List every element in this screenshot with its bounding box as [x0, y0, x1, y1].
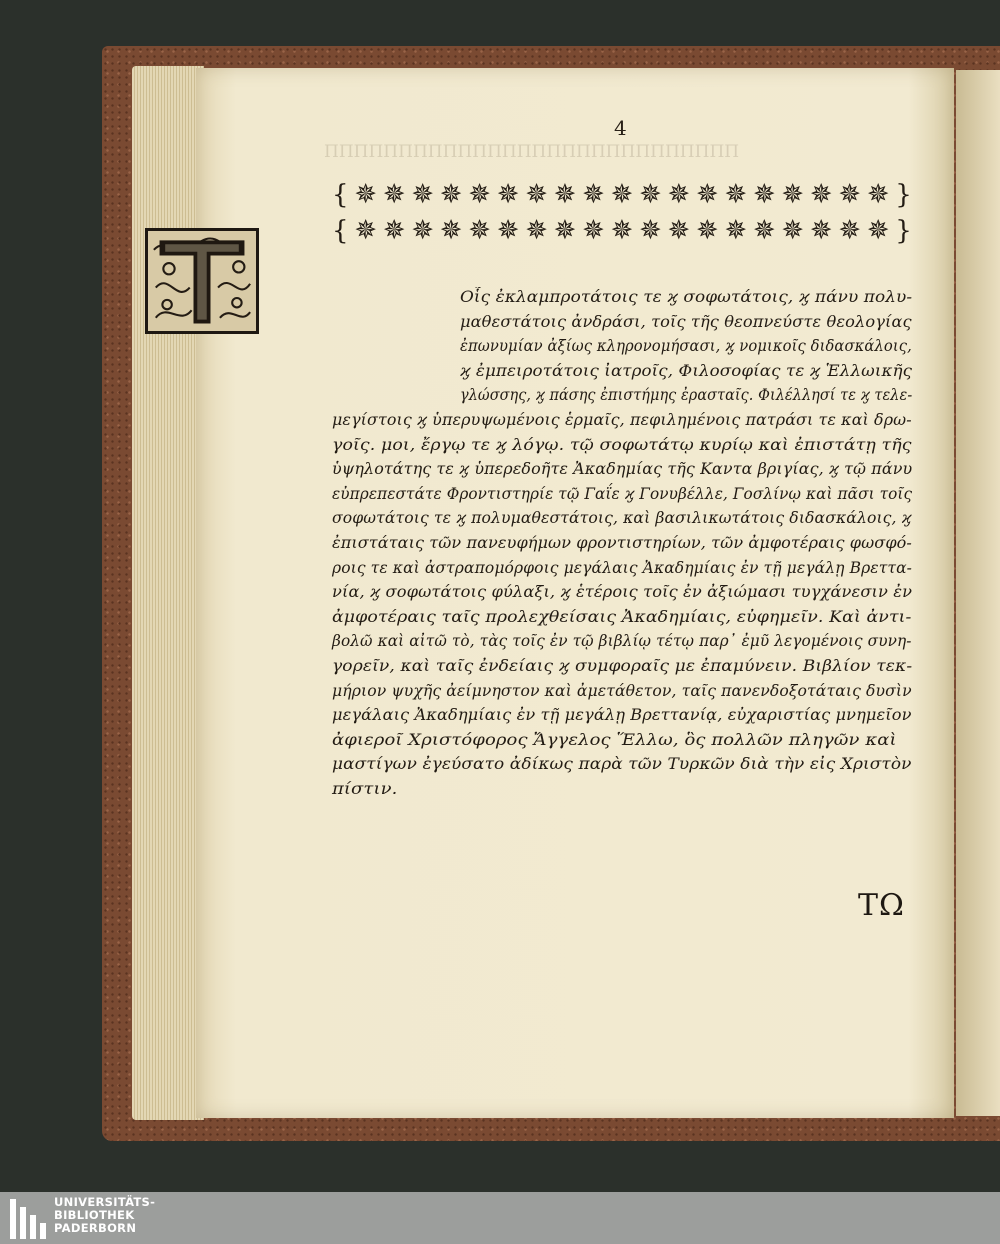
ornament-star-icon: ✵: [809, 179, 833, 210]
ornament-star-icon: ✵: [468, 179, 491, 210]
text-line: ἐπωνυμίαν ἀξίως κληρονομήσασι, ϗ νομικοῖς διδασκάλοις,: [460, 337, 912, 356]
decorated-initial: [145, 228, 259, 334]
ornament-band: [332, 178, 912, 248]
ornament-star-icon: ✵: [496, 215, 520, 246]
text-line: ροις τε καὶ ἀστραπομόρφοις μεγάλαις Ἀκαδημίαις ἐν τῇ μεγάλῃ Βρεττα-: [332, 558, 912, 577]
text-line: Οἷς ἐκλαμπροτάτοις τε ϗ σοφωτάτοις, ϗ πάνυ πολυ-: [460, 288, 913, 306]
ornament-bracket-left: {: [332, 180, 349, 210]
text-line: ὑψηλοτάτης τε ϗ ὑπερεδοῆτε Ἀκαδημίας τῆς Καντα βριγίας, ϗ τῷ πάνυ: [332, 460, 913, 479]
decorated-initial-graphic: [148, 231, 256, 331]
page-edges: [132, 66, 204, 1120]
ornament-star-icon: ✵: [809, 215, 833, 246]
ornament-star-icon: ✵: [696, 215, 719, 246]
ornament-bracket-left: {: [332, 216, 349, 246]
ornament-star-icon: ✵: [439, 215, 463, 246]
ornament-star-icon: ✵: [639, 215, 662, 246]
ornament-star-icon: ✵: [667, 215, 691, 246]
ornament-star-icon: ✵: [639, 179, 662, 210]
ornament-star-icon: ✵: [866, 179, 890, 210]
text-line: μαστίγων ἐγεύσατο ἀδίκως παρὰ τῶν Τυρκῶν διὰ τὴν εἰς Χριστὸν: [332, 755, 912, 774]
ornament-row-bottom: [332, 214, 912, 248]
ornament-star-icon: ✵: [553, 215, 577, 246]
library-logo-icon: [10, 1199, 48, 1239]
text-line: μαθεστάτοις ἀνδράσι, τοῖς τῆς θεοπνεύστε θεολογίας: [460, 312, 912, 331]
ornament-star-icon: ✵: [582, 179, 605, 210]
ornament-star-icon: ✵: [468, 215, 491, 246]
ornament-star-icon: ✵: [781, 179, 805, 210]
ornament-bracket-right: }: [895, 180, 912, 210]
text-line: γορεῖν, καὶ ταῖς ἐνδείαις ϗ συμφοραῖς με ἐπαμύνειν. Βιβλίον τεκ-: [332, 657, 913, 675]
text-line: νία, ϗ σοφωτάτοις φύλαξι, ϗ ἑτέροις τοῖς ἐν ἀξιώμασι τυγχάνεσιν ἐν: [332, 583, 913, 602]
ornament-star-icon: ✵: [724, 215, 748, 246]
text-line: γοῖς. μοι, ἔργῳ τε ϗ λόγῳ. τῷ σοφωτάτῳ κυρίῳ καὶ ἐπιστάτῃ τῆς: [332, 435, 912, 454]
ornament-bracket-right: }: [895, 216, 912, 246]
ornament-star-icon: ✵: [411, 179, 434, 210]
ornament-star-icon: ✵: [667, 179, 691, 210]
text-line: μεγίστοις ϗ ὑπερυψωμένοις ἑρμαῖς, πεφιλημένοις πατράσι τε καὶ δρω-: [332, 411, 912, 429]
text-line: ϗ ἐμπειροτάτοις ἰατροῖς, Φιλοσοφίας τε ϗ Ἑλλωικῆς: [460, 361, 913, 380]
text-line: σοφωτάτοις τε ϗ πολυμαθεστάτοις, καὶ βασιλικωτάτοις διδασκάλοις, ϗ: [332, 509, 912, 528]
ornament-star-icon: ✵: [439, 179, 463, 210]
ornament-star-icon: ✵: [838, 215, 861, 246]
ornament-star-icon: ✵: [411, 215, 434, 246]
text-line: μήριον ψυχῆς ἀείμνηστον καὶ ἀμετάθετον, ταῖς πανενδοξοτάταις δυσὶν: [332, 681, 912, 700]
text-line: γλώσσης, ϗ πάσης ἐπιστήμης ἐρασταῖς. Φιλέλλησί τε ϗ τελε-: [460, 386, 913, 405]
ornament-star-icon: ✵: [525, 215, 548, 246]
text-line: πίστιν.: [332, 780, 398, 798]
show-through-text: ΠΠΠΠΠΠΠΠΠΠΠΠΠΠΠΠΠΠΠΠΠΠΠΠΠΠΠΠ: [324, 142, 740, 162]
ornament-star-icon: ✵: [496, 179, 520, 210]
text-line: ἀφιεροῖ Χριστόφορος Ἄγγελος Ἕλλω, ὃς πολλῶν πληγῶν καὶ: [332, 730, 897, 749]
text-line: μεγάλαις Ἀκαδημίαις ἐν τῇ μεγάλῃ Βρεττανίᾳ, εὐχαριστίας μνημεῖον: [332, 706, 912, 725]
text-line: εὐπρεπεστάτε Φροντιστηρίε τῷ Γαΐε ϗ Γονυβέλλε, Γοσλίνῳ καὶ πᾶσι τοῖς: [332, 484, 913, 503]
page-number: 4: [614, 116, 627, 140]
ornament-star-icon: ✵: [724, 179, 748, 210]
ornament-star-icon: ✵: [610, 179, 634, 210]
text-line: ἀμφοτέραις ταῖς προλεχθείσαις Ἀκαδημίαις, εὐφημεῖν. Καὶ ἀντι-: [332, 607, 912, 626]
ornament-star-icon: ✵: [866, 215, 890, 246]
ornament-star-icon: ✵: [553, 179, 577, 210]
facing-page-edge: [956, 70, 1000, 1116]
ornament-star-icon: ✵: [696, 179, 719, 210]
text-line: βολῶ καὶ αἰτῶ τὸ, τὰς τοῖς ἐν τῷ βιβλίῳ τέτῳ παρ᾽ ἐμῦ λεγομένοις συνη-: [332, 632, 912, 651]
catchword: ΤΩ: [858, 888, 905, 923]
ornament-star-icon: ✵: [752, 179, 776, 210]
ornament-row-top: [332, 178, 912, 212]
ornament-star-icon: ✵: [354, 215, 378, 246]
ornament-star-icon: ✵: [582, 215, 605, 246]
ornament-star-icon: ✵: [610, 215, 634, 246]
book-page: [196, 68, 954, 1118]
ornament-star-icon: ✵: [382, 215, 406, 246]
text-line: ἐπιστάταις τῶν πανευφήμων φροντιστηρίων, τῶν ἀμφοτέραις φωσφό-: [332, 534, 912, 552]
ornament-star-icon: ✵: [525, 179, 548, 210]
ornament-star-icon: ✵: [838, 179, 861, 210]
library-logo-text: UNIVERSITÄTS- BIBLIOTHEK PADERBORN: [54, 1195, 156, 1235]
ornament-star-icon: ✵: [354, 179, 378, 210]
ornament-star-icon: ✵: [382, 179, 406, 210]
ornament-star-icon: ✵: [752, 215, 776, 246]
ornament-star-icon: ✵: [781, 215, 805, 246]
